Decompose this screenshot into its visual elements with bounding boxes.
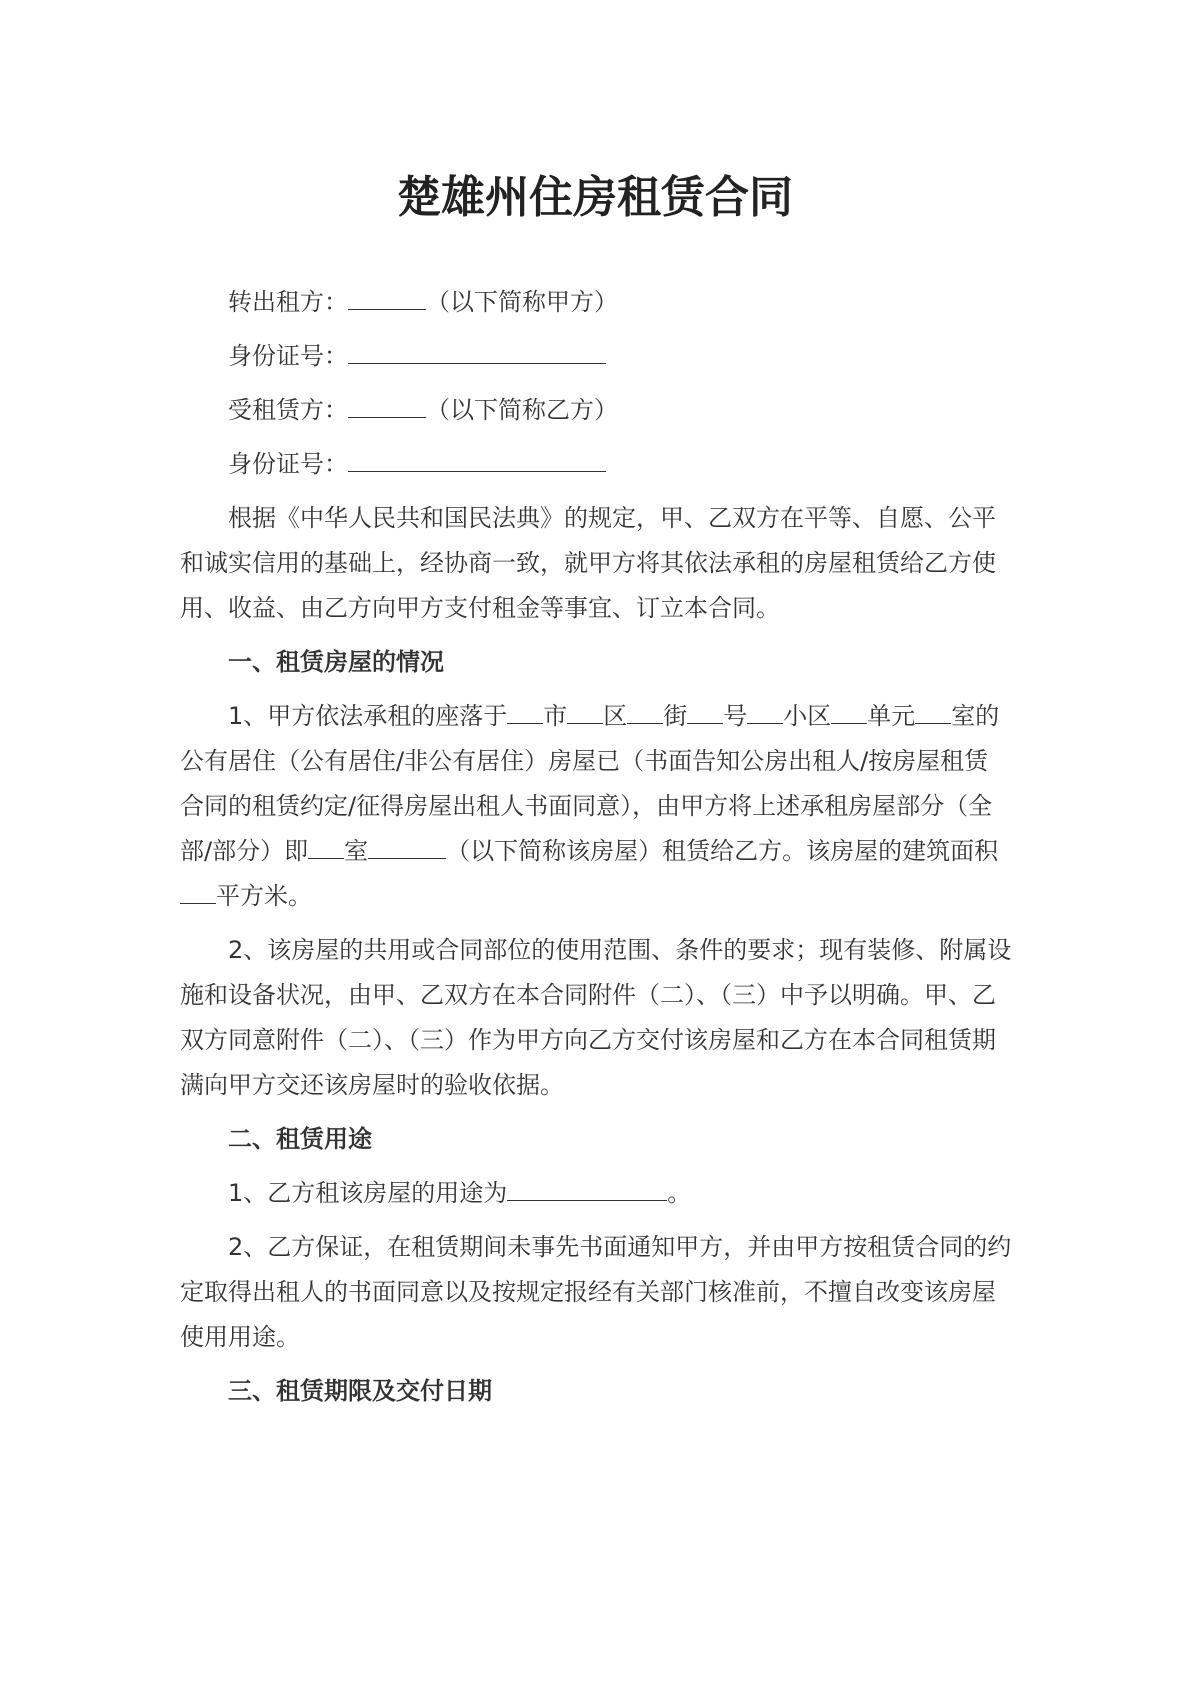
lessor-field	[180, 280, 1012, 325]
section2-heading: 二、租赁用途	[228, 1125, 372, 1153]
s1p1-text-d: 街	[663, 702, 688, 730]
s1p1-text-e: 号	[723, 702, 748, 730]
section3-heading: 三、租赁期限及交付日期	[228, 1377, 492, 1405]
s2p1-text-a: 1、乙方租该房屋的用途为	[228, 1179, 508, 1207]
s1p1-text-f: 小区	[783, 702, 832, 730]
s1p1-text-b: 市	[543, 702, 568, 730]
section2-paragraph-2: 2、乙方保证，在租赁期间未事先书面通知甲方，并由甲方按租赁合同的约定取得出租人的书面同意以及按规定报经有关部门核准前，不擅自改变该房屋使用用途。	[180, 1233, 1012, 1351]
area-blank[interactable]	[180, 875, 216, 904]
section1-paragraph-2: 2、该房屋的共用或合同部位的使用范围、条件的要求；现有装修、附属设施和设备状况，由甲、乙双方在本合同附件（二）、（三）中予以明确。甲、乙双方同意附件（二）、（三）作为甲方向乙方交付该房屋和乙方在本合同租赁期满向甲方交还该房屋时的验收依据。	[180, 936, 1012, 1099]
section1-paragraph-1	[180, 694, 1012, 919]
lessee-note: （以下简称乙方）	[426, 396, 618, 424]
document-title: 楚雄州住房租赁合同	[397, 172, 793, 223]
s1p1-text-j: （以下简称该房屋）租赁给乙方。该房屋的建筑面积	[446, 837, 999, 865]
s1p1-text-i: 室	[344, 837, 369, 865]
lessor-label: 转出租方：	[228, 288, 348, 316]
number-blank[interactable]	[687, 695, 723, 724]
s2p1-text-b: 。	[667, 1179, 692, 1207]
lessor-blank[interactable]	[348, 281, 426, 310]
community-blank[interactable]	[747, 695, 783, 724]
s1p1-text-c: 区	[603, 702, 628, 730]
lessee-id-field	[180, 442, 1012, 487]
unit-blank[interactable]	[831, 695, 867, 724]
room-blank[interactable]	[915, 695, 951, 724]
usage-blank[interactable]	[507, 1172, 667, 1201]
district-blank[interactable]	[567, 695, 603, 724]
lessee-id-blank[interactable]	[348, 443, 606, 472]
document-body	[180, 280, 1012, 1423]
s1p1-text-g: 单元	[867, 702, 916, 730]
section1-heading: 一、租赁房屋的情况	[228, 648, 444, 676]
lessee-blank[interactable]	[348, 389, 426, 418]
s1p1-text-k: 平方米。	[216, 882, 312, 910]
street-blank[interactable]	[627, 695, 663, 724]
lessee-field	[180, 388, 1012, 433]
section2-paragraph-1	[180, 1171, 1012, 1216]
intro-paragraph: 根据《中华人民共和国民法典》的规定，甲、乙双方在平等、自愿、公平和诚实信用的基础上，经协商一致，就甲方将其依法承租的房屋租赁给乙方使用、收益、由乙方向甲方支付租金等事宜、订立本合同。	[180, 504, 996, 622]
lessee-id-label: 身份证号：	[228, 450, 348, 478]
lessor-id-field	[180, 334, 1012, 379]
lessor-id-blank[interactable]	[348, 335, 606, 364]
sublet-part-blank[interactable]	[368, 830, 446, 859]
lessor-id-label: 身份证号：	[228, 342, 348, 370]
lessee-label: 受租赁方：	[228, 396, 348, 424]
s1p1-text-a: 1、甲方依法承租的座落于	[228, 702, 508, 730]
city-blank[interactable]	[507, 695, 543, 724]
sublet-room-blank[interactable]	[308, 830, 344, 859]
lessor-note: （以下简称甲方）	[426, 288, 618, 316]
s1p1-text-h: 室的公有居住（公有居住/非公有居住）房屋已（书面告知公房出租人/按房屋租赁合同的租赁约定/征得房屋出租人书面同意），由甲方将上述承租房屋部分（全部/部分）即	[180, 702, 1000, 865]
